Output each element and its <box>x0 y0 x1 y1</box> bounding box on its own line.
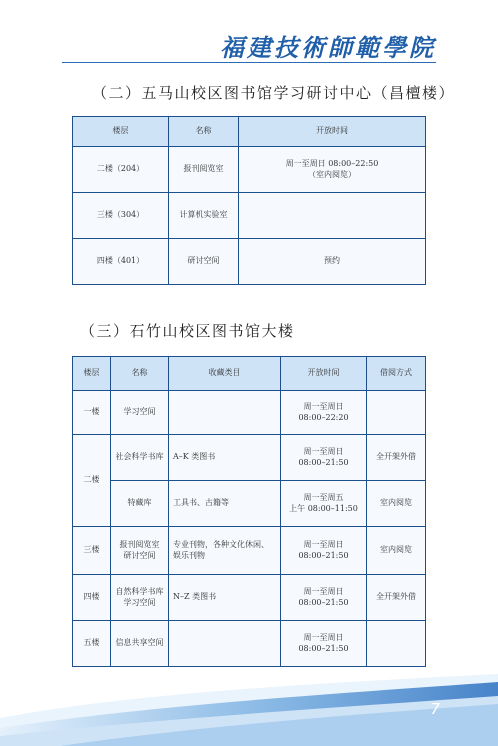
borrow-cell: 室内阅览 <box>367 527 426 575</box>
hours-time: 08:00–21:50 <box>298 550 349 560</box>
hours-time: 08:00–21:50 <box>298 457 349 467</box>
hours-cell <box>281 391 367 435</box>
collection-cell <box>169 391 281 435</box>
table-row <box>73 435 426 481</box>
column-header: 开放时间 <box>281 357 367 391</box>
hours-time: 08:00–22:20 <box>298 412 349 422</box>
hours-days: 周一至周日 <box>303 539 344 549</box>
borrow-cell: 全开架外借 <box>367 575 426 621</box>
hours-time: 08:00–21:50 <box>298 597 349 607</box>
collection-cell: 工具书、古籍等 <box>169 481 281 527</box>
hours-days: 周一至周日 <box>303 401 344 411</box>
name-cell: 信息共享空间 <box>111 621 169 667</box>
floor-cell: 四楼 <box>73 575 111 621</box>
floor-cell: 三楼 <box>73 527 111 575</box>
name-line: 学习空间 <box>123 597 156 607</box>
floor-cell: 二楼（204） <box>73 147 169 193</box>
hours-days: 周一至周五 <box>303 492 344 502</box>
floor-cell: 三楼（304） <box>73 193 169 239</box>
hours-time: 上午 08:00–11:50 <box>289 503 358 513</box>
name-cell: 特藏库 <box>111 481 169 527</box>
hours-cell <box>239 193 426 239</box>
section-title-shizhushan: （三）石竹山校区图书馆大楼 <box>80 322 295 340</box>
header-divider <box>62 62 436 63</box>
hours-cell <box>281 575 367 621</box>
hours-note: （室内阅览） <box>308 169 356 179</box>
floor-cell: 四楼（401） <box>73 239 169 285</box>
footer-wave-decoration <box>0 656 498 746</box>
hours-cell <box>281 435 367 481</box>
table-header-row <box>73 117 426 147</box>
floor-cell: 二楼 <box>73 435 111 527</box>
name-cell: 社会科学书库 <box>111 435 169 481</box>
hours-days: 周一至周日 <box>303 446 344 456</box>
name-cell <box>111 575 169 621</box>
table-row <box>73 147 426 193</box>
borrow-cell: 室内阅览 <box>367 481 426 527</box>
name-line: 报刊阅览室 <box>119 539 160 549</box>
name-line: 研讨空间 <box>123 550 156 560</box>
table-row <box>73 391 426 435</box>
shizhushan-table <box>72 356 426 667</box>
collection-cell: 专业刊物，各种文化休闲、娱乐刊物 <box>169 527 281 575</box>
header-title: 福建技術師範學院 <box>220 33 436 62</box>
collection-cell: A–K 类图书 <box>169 435 281 481</box>
page-number: 7 <box>430 700 440 718</box>
hours-cell <box>281 481 367 527</box>
hours-cell <box>281 527 367 575</box>
column-header: 名称 <box>169 117 239 147</box>
hours-days: 周一至周日 <box>303 586 344 596</box>
hours-cell <box>239 147 426 193</box>
hours-cell: 预约 <box>239 239 426 285</box>
borrow-cell: 全开架外借 <box>367 435 426 481</box>
wumashan-table <box>72 116 426 285</box>
name-cell: 学习空间 <box>111 391 169 435</box>
name-cell: 报刊阅览室 <box>169 147 239 193</box>
floor-cell: 一楼 <box>73 391 111 435</box>
section-title-wumashan: （二）五马山校区图书馆学习研讨中心（昌檀楼） <box>92 84 456 102</box>
floor-cell: 五楼 <box>73 621 111 667</box>
table-header-row <box>73 357 426 391</box>
column-header: 名称 <box>111 357 169 391</box>
hours-text: 周一至周日 08:00–22:50 <box>285 158 379 168</box>
column-header: 开放时间 <box>239 117 426 147</box>
column-header: 收藏类目 <box>169 357 281 391</box>
table-row <box>73 575 426 621</box>
column-header: 楼层 <box>73 117 169 147</box>
borrow-cell <box>367 391 426 435</box>
table-row <box>73 239 426 285</box>
collection-cell: N–Z 类图书 <box>169 575 281 621</box>
name-cell <box>111 527 169 575</box>
table-row <box>73 193 426 239</box>
hours-time: 08:00–21:50 <box>298 643 349 653</box>
name-line: 自然科学书库 <box>115 586 164 596</box>
hours-days: 周一至周日 <box>303 632 344 642</box>
column-header: 楼层 <box>73 357 111 391</box>
name-cell: 计算机实验室 <box>169 193 239 239</box>
table-row <box>73 527 426 575</box>
name-cell: 研讨空间 <box>169 239 239 285</box>
column-header: 借阅方式 <box>367 357 426 391</box>
table-row <box>73 481 426 527</box>
